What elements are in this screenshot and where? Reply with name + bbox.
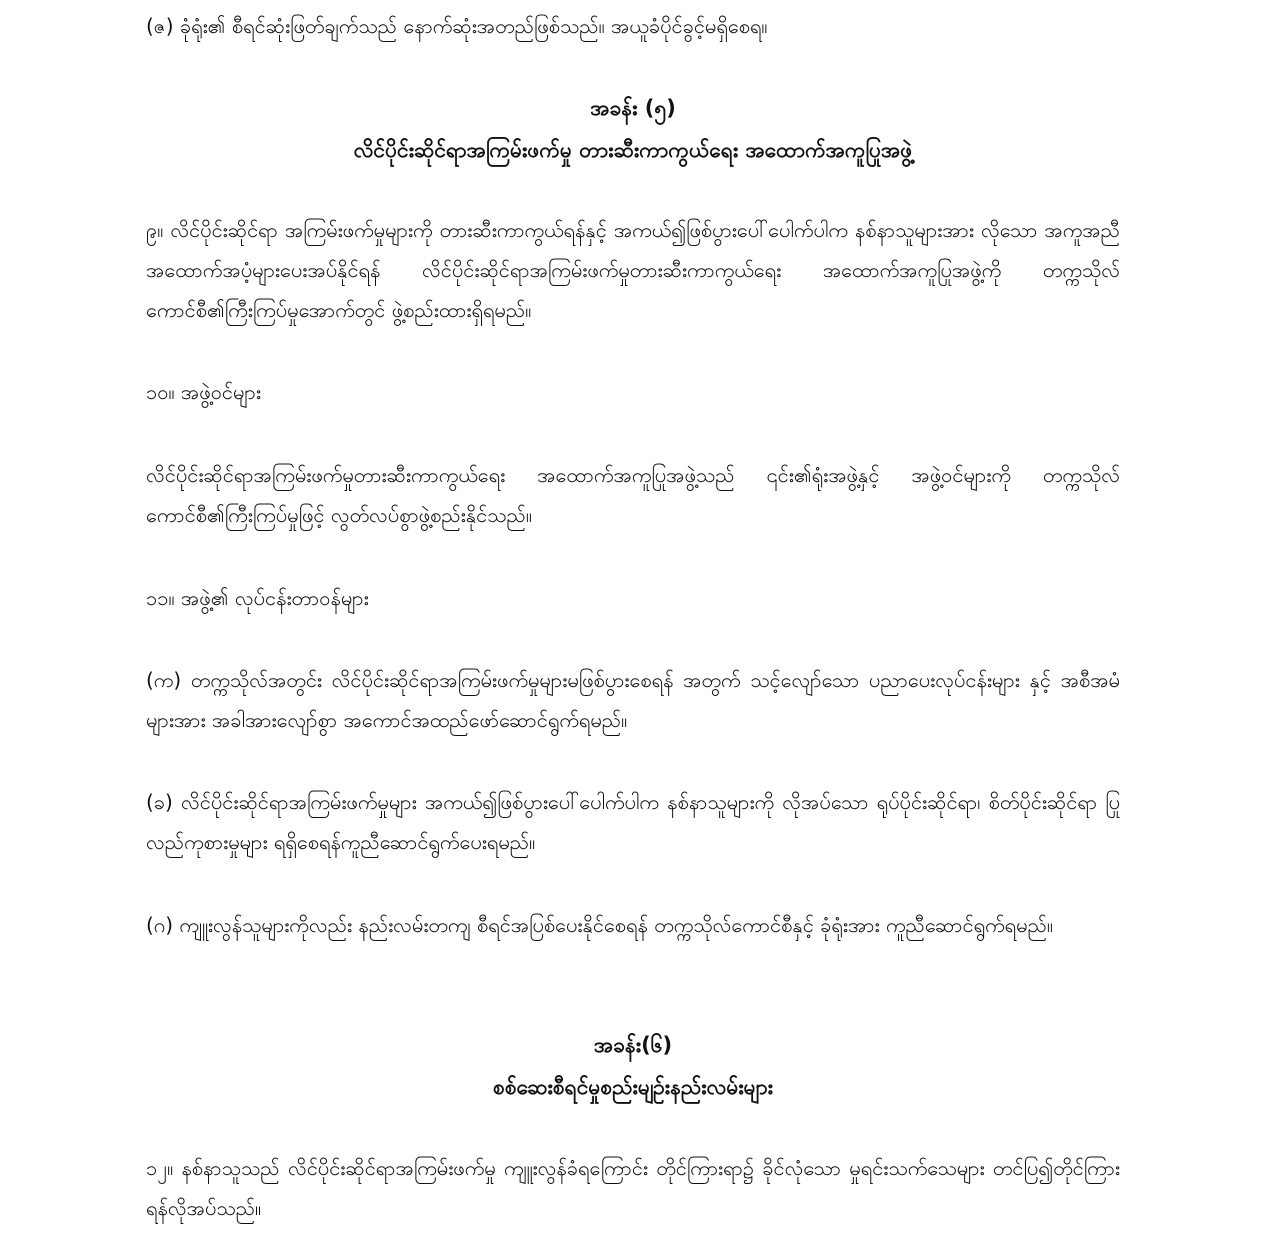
section-12-paragraph: ၁၂။ နစ်နာသူသည် လိင်ပိုင်းဆိုင်ရာအကြမ်းဖက်မှု ကျူးလွန်ခံရကြောင်း တိုင်ကြားရာ၌ ခိုင်လုံသော မှုရင်းသက်သေများ တင်ပြ၍တိုင်ကြားရန်လိုအပ်သည်။ [146, 1156, 1120, 1220]
section-9-paragraph: ၉။ လိင်ပိုင်းဆိုင်ရာ အကြမ်းဖက်မှုများကို တားဆီးကာကွယ်ရန်နှင့် အကယ်၍ဖြစ်ပွားပေါ်ပေါက်ပါက နစ်နာသူများအား လိုသော အကူအညီ အထောက်အပံ့များပေးအပ်နိုင်ရန် လိင်ပိုင်းဆိုင်ရာအကြမ်းဖက်မှုတားဆီးကာကွယ်ရေး အထောက်အကူပြုအဖွဲ့ကို တက္ကသိုလ်ကောင်စီ၏ကြီးကြပ်မှုအောက်တွင် ဖွဲ့စည်းထားရှိရမည်။ [146, 218, 1120, 322]
section-11-clause-c: (ဂ) ကျူးလွန်သူများကိုလည်း နည်းလမ်းတကျ စီရင်အပြစ်ပေးနိုင်စေရန် တက္ကသိုလ်ကောင်စီနှင့် ခုံရုံးအား ကူညီဆောင်ရွက်ရမည်။ [146, 913, 1053, 937]
chapter-5-number: အခန်း (၅) [590, 96, 676, 120]
chapter-6-number: အခန်း(၆) [593, 1033, 673, 1057]
clause-h-final-judgment: (ဇ) ခုံရုံး၏ စီရင်ဆုံးဖြတ်ချက်သည် နောက်ဆုံးအတည်ဖြစ်သည်။ အယူခံပိုင်ခွင့်မရှိစေရ။ [146, 14, 768, 38]
chapter-5-title: လိင်ပိုင်းဆိုင်ရာအကြမ်းဖက်မှု တားဆီးကာကွယ်ရေး အထောက်အကူပြုအဖွဲ့ [353, 138, 913, 162]
section-11-clause-b: (ခ) လိင်ပိုင်းဆိုင်ရာအကြမ်းဖက်မှုများ အကယ်၍ဖြစ်ပွားပေါ်ပေါက်ပါက နစ်နာသူများကို လိုအပ်သော ရုပ်ပိုင်းဆိုင်ရာ၊ စိတ်ပိုင်းဆိုင်ရာ ပြုလည်ကုစားမှုများ ရရှိစေရန်ကူညီဆောင်ရွက်ပေးရမည်။ [146, 790, 1120, 854]
chapter-6-title: စစ်ဆေးစီရင်မှုစည်းမျဉ်းနည်းလမ်းများ [493, 1075, 773, 1099]
section-11-heading: ၁၁။ အဖွဲ့၏ လုပ်ငန်းတာဝန်များ [146, 586, 369, 610]
section-10-paragraph: လိင်ပိုင်းဆိုင်ရာအကြမ်းဖက်မှုတားဆီးကာကွယ်ရေး အထောက်အကူပြုအဖွဲ့သည် ၎င်း၏ရုံးအဖွဲ့နှင့် အဖွဲ့ဝင်များကို တက္ကသိုလ်ကောင်စီ၏ကြီးကြပ်မှုဖြင့် လွတ်လပ်စွာဖွဲ့စည်းနိုင်သည်။ [146, 463, 1120, 527]
section-10-heading: ၁၀။ အဖွဲ့ဝင်များ [146, 380, 261, 404]
section-11-clause-a: (က) တက္ကသိုလ်အတွင်း လိင်ပိုင်းဆိုင်ရာအကြမ်းဖက်မှုများမဖြစ်ပွားစေရန် အတွက် သင့်လျော်သော ပညာပေးလုပ်ငန်းများ နှင့် အစီအမံများအား အခါအားလျော်စွာ အကောင်အထည်ဖော်ဆောင်ရွက်ရမည်။ [146, 668, 1120, 732]
